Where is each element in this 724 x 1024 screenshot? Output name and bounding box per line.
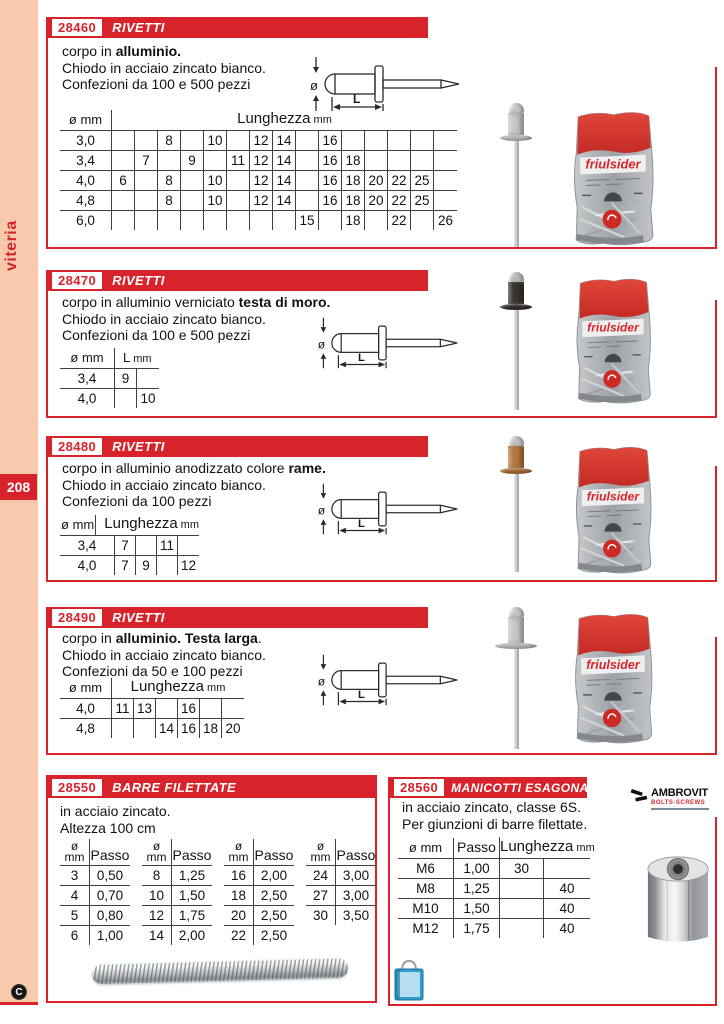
thread-mini-table <box>60 839 130 945</box>
value-cell <box>500 898 544 918</box>
value-cell <box>227 210 250 230</box>
section-title: BARRE FILETTATE <box>112 780 237 795</box>
value-cell <box>112 130 135 150</box>
value-cell: 25 <box>411 170 434 190</box>
value-cell <box>156 698 178 718</box>
sidebar <box>0 0 38 1002</box>
value-cell: 12 <box>250 170 273 190</box>
value-cell: 18 <box>342 170 365 190</box>
value-cell: 11 <box>227 150 250 170</box>
table-header <box>306 839 376 865</box>
value-cell <box>434 130 457 150</box>
value-cell <box>434 150 457 170</box>
section-header-bar <box>48 17 428 38</box>
col-header-length: L mm <box>123 350 152 365</box>
value-cell: 9 <box>181 150 204 170</box>
col-header-diameter: ø mm <box>142 839 172 865</box>
diameter-cell: M8 <box>398 878 454 898</box>
rivet-head <box>509 272 524 282</box>
description-line: corpo in alluminio anodizzato colore rame. <box>62 460 326 476</box>
rivet-pin <box>514 141 519 247</box>
value-cell: 1,00 <box>454 858 500 878</box>
value-cell: 40 <box>544 918 590 938</box>
product-code-badge: 28460 <box>52 19 102 36</box>
value-cell: 12 <box>178 555 199 575</box>
value-cell <box>411 210 434 230</box>
sidebar-footer-line <box>0 1002 38 1005</box>
description-line: Confezioni da 100 e 500 pezzi <box>62 76 251 92</box>
value-cell <box>112 718 134 738</box>
value-cell: 22 <box>388 170 411 190</box>
col-header-passo: Passo <box>336 847 376 863</box>
diameter-cell: 20 <box>224 905 254 925</box>
value-cell <box>342 130 365 150</box>
value-cell: 18 <box>200 718 222 738</box>
value-cell: 8 <box>158 170 181 190</box>
value-cell: 16 <box>319 170 342 190</box>
value-cell: 20 <box>222 718 244 738</box>
value-cell: 3,50 <box>336 905 376 925</box>
value-cell: 7 <box>115 535 136 555</box>
description-line: Chiodo in acciaio zincato bianco. <box>62 476 266 493</box>
value-cell: 16 <box>319 150 342 170</box>
value-cell: 12 <box>250 130 273 150</box>
section-header-bar <box>48 436 428 457</box>
value-cell <box>434 190 457 210</box>
value-cell: 1,50 <box>172 885 212 905</box>
col-header-diameter: ø mm <box>60 348 115 368</box>
value-cell <box>181 190 204 210</box>
section-right-border <box>715 67 717 247</box>
description-line: in acciaio zincato, classe 6S. <box>402 799 581 815</box>
diameter-cell: 27 <box>306 885 336 905</box>
section-right-border <box>715 637 717 753</box>
value-cell: 14 <box>273 130 296 150</box>
diameter-cell: 4,8 <box>60 190 112 210</box>
value-cell <box>200 698 222 718</box>
diameter-cell: 4,0 <box>60 555 115 575</box>
value-cell <box>181 170 204 190</box>
value-cell <box>178 535 199 555</box>
rivet-diagram <box>310 314 465 372</box>
col-header-passo: Passo <box>254 847 294 863</box>
value-cell <box>181 210 204 230</box>
rivet-head <box>509 103 524 113</box>
size-table <box>60 110 457 230</box>
rivet-pin <box>514 474 519 572</box>
value-cell <box>544 858 590 878</box>
description-line: Chiodo in acciaio zincato bianco. <box>62 59 266 76</box>
section-title: RIVETTI <box>112 439 165 454</box>
section-28490 <box>46 607 717 755</box>
diameter-cell: 6 <box>60 925 90 945</box>
col-header-length: Lunghezza mm <box>130 678 226 695</box>
value-cell: 2,50 <box>254 905 294 925</box>
brand-name: AMBROVIT <box>651 787 709 799</box>
diameter-cell: 4,0 <box>60 698 112 718</box>
description-line: corpo in alluminio. Testa larga. <box>62 630 262 646</box>
description-line: Chiodo in acciaio zincato bianco. <box>62 646 266 663</box>
value-cell: 1,75 <box>172 905 212 925</box>
section-28550 <box>46 775 377 1003</box>
col-header-passo: Passo <box>90 847 130 863</box>
value-cell: 1,00 <box>90 925 130 945</box>
section-header-bar <box>48 607 428 628</box>
value-cell: 14 <box>273 170 296 190</box>
value-cell: 12 <box>250 150 273 170</box>
product-code-badge: 28470 <box>52 272 102 289</box>
rivet-head <box>509 607 524 617</box>
value-cell: 9 <box>115 368 137 388</box>
value-cell: 2,00 <box>254 865 294 885</box>
value-cell: 11 <box>157 535 178 555</box>
value-cell: 12 <box>250 190 273 210</box>
table-header <box>60 515 199 535</box>
value-cell: 14 <box>273 150 296 170</box>
table-header <box>60 839 130 865</box>
diameter-cell: 22 <box>224 925 254 945</box>
value-cell <box>157 555 178 575</box>
diameter-cell: 12 <box>142 905 172 925</box>
value-cell: 9 <box>136 555 157 575</box>
value-cell <box>296 170 319 190</box>
diameter-cell: 18 <box>224 885 254 905</box>
product-description <box>402 799 587 832</box>
value-cell: 6 <box>112 170 135 190</box>
col-header-passo: Passo <box>172 847 212 863</box>
rivet-photo <box>494 436 538 572</box>
section-28470 <box>46 270 717 418</box>
diameter-cell: 16 <box>224 865 254 885</box>
section-28460 <box>46 17 717 249</box>
description-line: Confezioni da 100 pezzi <box>62 493 212 509</box>
value-cell: 16 <box>319 130 342 150</box>
value-cell: 15 <box>296 210 319 230</box>
diameter-cell: M6 <box>398 858 454 878</box>
rivet-pin <box>514 649 519 749</box>
value-cell: 26 <box>434 210 457 230</box>
value-cell: 18 <box>342 210 365 230</box>
product-code-badge: 28490 <box>52 609 102 626</box>
value-cell <box>227 130 250 150</box>
diameter-cell: 4,0 <box>60 170 112 190</box>
value-cell <box>434 170 457 190</box>
product-code-badge: 28550 <box>52 779 102 796</box>
diameter-cell: M12 <box>398 918 454 938</box>
diameter-cell: 24 <box>306 865 336 885</box>
value-cell <box>227 170 250 190</box>
value-cell <box>135 130 158 150</box>
value-cell <box>135 190 158 210</box>
table-header <box>142 839 212 865</box>
friulsider-bag-image <box>566 275 660 405</box>
rivet-photo <box>494 607 538 749</box>
value-cell <box>137 368 159 388</box>
value-cell: 20 <box>365 190 388 210</box>
diameter-cell: 3,4 <box>60 368 115 388</box>
section-title: MANICOTTI ESAGONALI <box>451 780 601 795</box>
description-line: Per giunzioni di barre filettate. <box>402 815 588 832</box>
diameter-cell: 14 <box>142 925 172 945</box>
brand-logo-ambrovit <box>630 788 709 810</box>
value-cell: 16 <box>319 190 342 210</box>
value-cell <box>411 130 434 150</box>
value-cell <box>135 210 158 230</box>
value-cell <box>296 150 319 170</box>
col-header-diameter: ø mm <box>224 839 254 865</box>
description-line: Confezioni da 50 e 100 pezzi <box>62 663 243 679</box>
value-cell: 2,50 <box>254 925 294 945</box>
value-cell <box>134 718 156 738</box>
value-cell <box>181 130 204 150</box>
value-cell: 13 <box>134 698 156 718</box>
section-right-border <box>715 817 717 1004</box>
value-cell <box>204 150 227 170</box>
col-header-length: Lunghezza mm <box>500 838 595 855</box>
col-header-passo: Passo <box>454 837 500 858</box>
section-right-border <box>715 300 717 416</box>
section-right-border <box>715 466 717 580</box>
value-cell <box>115 388 137 408</box>
value-cell <box>273 210 296 230</box>
diameter-cell: 6,0 <box>60 210 112 230</box>
diameter-cell: 3,0 <box>60 130 112 150</box>
value-cell <box>365 150 388 170</box>
value-cell: 1,25 <box>454 878 500 898</box>
value-cell <box>411 150 434 170</box>
value-cell: 14 <box>273 190 296 210</box>
value-cell <box>136 535 157 555</box>
value-cell <box>250 210 273 230</box>
value-cell <box>388 150 411 170</box>
value-cell: 40 <box>544 878 590 898</box>
value-cell <box>158 150 181 170</box>
product-description <box>62 460 326 510</box>
value-cell <box>112 150 135 170</box>
screws-icon <box>630 788 648 804</box>
value-cell <box>112 210 135 230</box>
description-line: Altezza 100 cm <box>60 819 156 836</box>
diameter-cell: 10 <box>142 885 172 905</box>
product-code-badge: 28480 <box>52 438 102 455</box>
value-cell <box>500 878 544 898</box>
description-line: in acciaio zincato. <box>60 803 171 819</box>
product-description <box>62 43 266 93</box>
col-header-diameter: ø mm <box>306 839 336 865</box>
value-cell: 7 <box>135 150 158 170</box>
diameter-cell: 30 <box>306 905 336 925</box>
threaded-bar-image <box>92 958 348 985</box>
diameter-cell: 5 <box>60 905 90 925</box>
blue-box-icon <box>393 958 425 1002</box>
product-description <box>62 630 266 680</box>
thread-mini-table <box>306 839 376 925</box>
value-cell <box>222 698 244 718</box>
size-table <box>60 348 159 408</box>
value-cell: 2,00 <box>172 925 212 945</box>
table-header <box>224 839 294 865</box>
value-cell: 11 <box>112 698 134 718</box>
description-line: corpo in alluminio verniciato testa di moro. <box>62 294 331 310</box>
rivet-photo <box>494 272 538 410</box>
value-cell: 25 <box>411 190 434 210</box>
rivet-body <box>508 446 524 468</box>
value-cell: 8 <box>158 130 181 150</box>
value-cell: 0,50 <box>90 865 130 885</box>
product-description <box>62 294 330 344</box>
value-cell: 40 <box>544 898 590 918</box>
section-title: RIVETTI <box>112 610 165 625</box>
col-header-diameter: ø mm <box>398 838 454 858</box>
section-title: RIVETTI <box>112 20 165 35</box>
section-header-bar <box>48 777 375 798</box>
section-header-bar <box>390 777 601 798</box>
value-cell: 18 <box>342 190 365 210</box>
diameter-cell: 3,4 <box>60 535 115 555</box>
value-cell <box>388 130 411 150</box>
value-cell: 0,80 <box>90 905 130 925</box>
section-28560 <box>388 777 717 1006</box>
rivet-diagram <box>310 480 465 538</box>
value-cell: 1,50 <box>454 898 500 918</box>
value-cell <box>227 190 250 210</box>
friulsider-bag-image <box>566 610 660 745</box>
value-cell: 3,00 <box>336 865 376 885</box>
value-cell: 18 <box>342 150 365 170</box>
col-header-diameter: ø mm <box>60 515 96 535</box>
rivet-diagram <box>310 651 465 709</box>
value-cell <box>319 210 342 230</box>
diameter-cell: 4,8 <box>60 718 112 738</box>
value-cell <box>158 210 181 230</box>
value-cell: 10 <box>204 170 227 190</box>
section-header-bar <box>48 270 428 291</box>
friulsider-bag-image <box>566 443 660 575</box>
rivet-photo <box>494 103 538 247</box>
diameter-cell: 3 <box>60 865 90 885</box>
value-cell <box>365 130 388 150</box>
value-cell <box>365 210 388 230</box>
col-header-diameter: ø mm <box>60 110 112 130</box>
product-description <box>60 803 171 836</box>
value-cell <box>135 170 158 190</box>
table-header <box>398 837 595 858</box>
value-cell: 8 <box>158 190 181 210</box>
value-cell: 16 <box>178 718 200 738</box>
table-header <box>60 110 457 130</box>
diameter-cell: 4 <box>60 885 90 905</box>
friulsider-bag-image <box>566 108 660 247</box>
value-cell: 16 <box>178 698 200 718</box>
value-cell: 22 <box>388 210 411 230</box>
sidebar-category-label: viteria <box>3 220 20 272</box>
diameter-cell: M10 <box>398 898 454 918</box>
sleeve-table <box>398 837 595 938</box>
value-cell: 2,50 <box>254 885 294 905</box>
value-cell <box>296 130 319 150</box>
col-header-length: Lunghezza mm <box>237 110 332 127</box>
table-header <box>60 678 244 698</box>
value-cell: 10 <box>137 388 159 408</box>
brand-rule <box>651 808 709 810</box>
diameter-cell: 4,0 <box>60 388 115 408</box>
thread-mini-table <box>142 839 212 945</box>
size-table <box>60 678 244 738</box>
table-header <box>60 348 159 368</box>
rivet-head <box>509 436 524 446</box>
description-line: corpo in alluminio. <box>62 43 182 59</box>
description-line: Confezioni da 100 e 500 pezzi <box>62 327 251 343</box>
value-cell: 10 <box>204 190 227 210</box>
col-header-diameter: ø mm <box>60 839 90 865</box>
rivet-body <box>508 617 524 643</box>
value-cell: 1,25 <box>172 865 212 885</box>
value-cell: 20 <box>365 170 388 190</box>
rivet-pin <box>514 310 519 410</box>
value-cell: 22 <box>388 190 411 210</box>
product-code-badge: 28560 <box>394 779 444 796</box>
section-28480 <box>46 436 717 582</box>
value-cell <box>296 190 319 210</box>
value-cell: 3,00 <box>336 885 376 905</box>
description-line: Chiodo in acciaio zincato bianco. <box>62 310 266 327</box>
value-cell: 1,75 <box>454 918 500 938</box>
value-cell <box>500 918 544 938</box>
diameter-cell: 8 <box>142 865 172 885</box>
value-cell: 0,70 <box>90 885 130 905</box>
section-title: RIVETTI <box>112 273 165 288</box>
diameter-cell: 3,4 <box>60 150 112 170</box>
value-cell <box>112 190 135 210</box>
page-number-badge: 208 <box>0 474 37 500</box>
size-table <box>60 515 199 575</box>
brand-subtitle: BOLTS-SCREWS <box>651 800 706 806</box>
rivet-body <box>508 282 524 304</box>
col-header-length: Lunghezza mm <box>104 515 199 532</box>
col-header-diameter: ø mm <box>60 678 112 698</box>
value-cell: 14 <box>156 718 178 738</box>
value-cell: 30 <box>500 858 544 878</box>
hex-sleeve-image <box>645 853 711 953</box>
rivet-diagram <box>302 53 467 115</box>
rivet-body <box>508 113 524 135</box>
value-cell <box>204 210 227 230</box>
value-cell: 10 <box>204 130 227 150</box>
corner-logo-mark: C <box>11 984 27 1000</box>
thread-mini-table <box>224 839 294 945</box>
value-cell: 7 <box>115 555 136 575</box>
